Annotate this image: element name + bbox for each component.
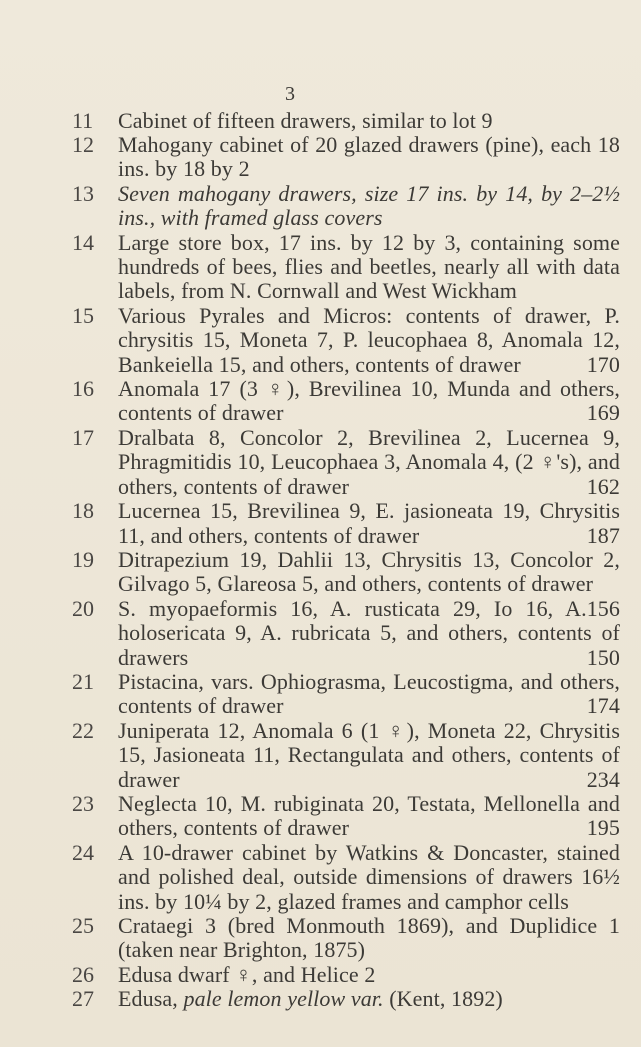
lot-number: 22 [72, 717, 94, 743]
lot-number: 16 [72, 376, 94, 402]
lot-number: 17 [72, 424, 94, 450]
lot-description [118, 987, 620, 1011]
specimen-count: 174 [586, 693, 620, 719]
lot-description [118, 670, 620, 719]
lot-description [118, 499, 620, 548]
lot-number: 18 [72, 498, 94, 524]
lot-description: Mahogany cabinet of 20 glazed drawers (pine), each 18 ins. by 18 by 2 [118, 132, 620, 182]
lot-text: Lucernea 15, Brevilinea 9, E. jasioneata 19, Chrysitis 11, and others, contents of drawer [118, 498, 620, 548]
lot-text: Neglecta 10, M. rubiginata 20, Testata, Mellonella and others, contents of drawer [118, 790, 620, 841]
lot-description [118, 792, 620, 841]
specimen-count: 156 [586, 595, 620, 621]
specimen-count: 162 [586, 473, 620, 499]
lot-description: Crataegi 3 (bred Monmouth 1869), and Duplidice 1 (taken near Brighton, 1875) [118, 913, 620, 963]
specimen-count: 187 [586, 522, 620, 548]
lot-text-part: Edusa, [118, 986, 184, 1012]
specimen-count: 169 [586, 400, 620, 426]
lot-description [118, 377, 620, 426]
lot-description: Cabinet of fifteen drawers, similar to lot 9 [118, 108, 493, 133]
lot-description: A 10-drawer cabinet by Watkins & Doncaster, stained and polished deal, outside dimensions of drawers 16½ ins. by 10¼ by 2, glazed frames and camphor cells [118, 839, 620, 914]
lot-number: 23 [72, 790, 94, 816]
lot-text: Ditrapezium 19, Dahlii 13, Chrysitis 13, Concolor 2, Gilvago 5, Glareosa 5, and others, contents of drawer [118, 546, 620, 597]
lot-description: Seven mahogany drawers, size 17 ins. by 14, by 2–2½ ins., with framed glass covers [118, 180, 620, 231]
lot-description [118, 546, 620, 621]
lot-20 [0, 597, 641, 670]
lot-number: 15 [72, 302, 94, 328]
lot-description [118, 719, 620, 792]
lot-22 [0, 719, 641, 792]
specimen-count: 150 [586, 644, 620, 670]
lot-23 [0, 792, 641, 841]
lot-21 [0, 670, 641, 719]
lot-27 [0, 987, 641, 1011]
lot-description [118, 597, 620, 670]
lot-description: Large store box, 17 ins. by 12 by 3, containing some hundreds of bees, flies and beetles, nearly all with data labels, from N. Cornwall and West Wickham [118, 229, 620, 304]
lot-list [0, 109, 641, 1012]
specimen-count: 195 [586, 815, 620, 841]
lot-17 [0, 426, 641, 499]
lot-number: 20 [72, 595, 94, 621]
lot-number: 11 [72, 108, 94, 133]
lot-18 [0, 499, 641, 548]
lot-15 [0, 304, 641, 377]
lot-text-italic-part: pale lemon yellow var. [183, 986, 384, 1012]
lot-description [118, 304, 620, 377]
lot-number: 19 [72, 546, 94, 572]
lot-number: 12 [72, 132, 94, 157]
lot-description: Edusa dwarf ♀, and Helice 2 [118, 961, 376, 987]
lot-24 [0, 841, 641, 914]
lot-13 [0, 182, 641, 231]
lot-text: S. myopaeformis 16, A. rusticata 29, Io 16, A. holosericata 9, A. rubricata 5, and others, contents of drawers [118, 595, 620, 670]
lot-12 [0, 133, 641, 182]
lot-25 [0, 914, 641, 963]
specimen-count: 170 [586, 351, 620, 377]
lot-text: Various Pyrales and Micros: contents of drawer, P. chrysitis 15, Moneta 7, P. leucophaea 8, Anomala 12, Bankeiella 15, and others, contents of drawer [118, 302, 620, 377]
lot-number: 13 [72, 180, 94, 206]
lot-description [118, 426, 620, 499]
lot-number: 27 [72, 986, 94, 1012]
lot-number: 21 [72, 668, 94, 694]
lot-14 [0, 231, 641, 304]
lot-number: 26 [72, 961, 94, 987]
page-number: 3 [285, 83, 295, 105]
lot-text: Dralbata 8, Concolor 2, Brevilinea 2, Lucernea 9, Phragmitidis 10, Leucophaea 3, Anomala 4, (2 ♀'s), and others, contents of drawer [118, 424, 620, 499]
lot-number: 14 [72, 229, 94, 255]
lot-text: Pistacina, vars. Ophiograsma, Leucostigma, and others, contents of drawer [118, 668, 620, 719]
lot-text: Anomala 17 (3 ♀), Brevilinea 10, Munda and others, contents of drawer [118, 376, 620, 426]
lot-26 [0, 963, 641, 987]
lot-11 [0, 109, 641, 133]
lot-16 [0, 377, 641, 426]
lot-text: Juniperata 12, Anomala 6 (1 ♀), Moneta 22, Chrysitis 15, Jasioneata 11, Rectangulata and others, contents of drawer [118, 717, 620, 792]
specimen-count: 234 [586, 766, 620, 792]
lot-number: 25 [72, 913, 94, 938]
lot-number: 24 [72, 839, 94, 865]
lot-text-part: (Kent, 1892) [383, 986, 503, 1012]
